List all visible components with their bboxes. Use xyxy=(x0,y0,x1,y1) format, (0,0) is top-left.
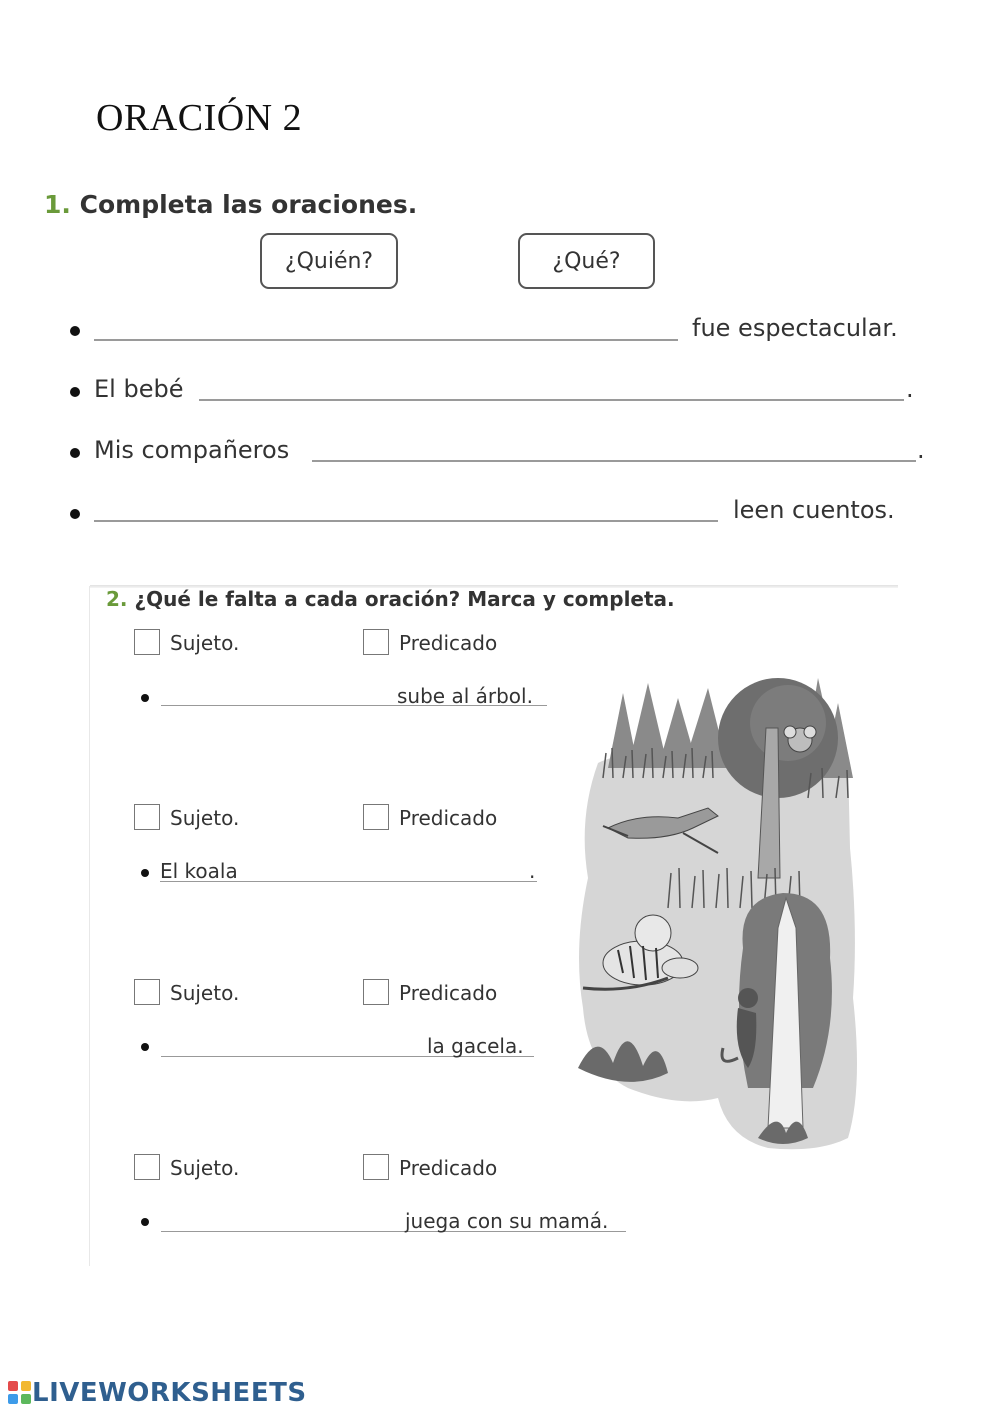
predicado-checkbox-3[interactable] xyxy=(363,979,389,1005)
sentence-2-start: El bebé xyxy=(94,375,184,403)
ex2-sentence-4-end: juega con su mamá. xyxy=(405,1209,609,1233)
sentence-3-start: Mis compañeros xyxy=(94,436,290,464)
predicado-checkbox-1[interactable] xyxy=(363,629,389,655)
exercise-2-instruction: ¿Qué le falta a cada oración? Marca y completa. xyxy=(134,587,675,611)
answer-line-3[interactable] xyxy=(312,460,916,462)
exercise-1-number: 1. xyxy=(44,190,71,219)
bullet xyxy=(141,1218,149,1226)
exercise-1-instruction: Completa las oraciones. xyxy=(79,190,418,219)
exercise-1-heading xyxy=(44,190,417,219)
sentence-3-end: . xyxy=(917,436,925,464)
ex2-sentence-2-start: El koala xyxy=(160,859,238,883)
ex2-sentence-2-end: . xyxy=(529,859,536,883)
sujeto-checkbox-3[interactable] xyxy=(134,979,160,1005)
predicado-checkbox-2[interactable] xyxy=(363,804,389,830)
bullet xyxy=(141,694,149,702)
bullet xyxy=(141,869,149,877)
liveworksheets-logo xyxy=(8,1378,307,1408)
answer-line-2[interactable] xyxy=(199,399,904,401)
sentence-2-end: . xyxy=(906,375,914,403)
sujeto-label: Sujeto. xyxy=(170,631,240,655)
ex2-sentence-3-end: la gacela. xyxy=(427,1034,524,1058)
sujeto-checkbox-2[interactable] xyxy=(134,804,160,830)
bullet xyxy=(70,448,80,458)
answer-line-ex2-2[interactable] xyxy=(160,881,537,882)
exercise-2-heading xyxy=(106,587,675,611)
sujeto-checkbox-1[interactable] xyxy=(134,629,160,655)
predicado-label: Predicado xyxy=(399,631,498,655)
sujeto-label: Sujeto. xyxy=(170,1156,240,1180)
page-title: ORACIÓN 2 xyxy=(96,97,303,139)
predicado-label: Predicado xyxy=(399,1156,498,1180)
sujeto-label: Sujeto. xyxy=(170,981,240,1005)
sentence-4-end: leen cuentos. xyxy=(733,496,895,524)
predicado-label: Predicado xyxy=(399,806,498,830)
logo-text: LIVEWORKSHEETS xyxy=(32,1378,307,1408)
exercise-2-frame-edge xyxy=(89,586,90,1266)
predicado-checkbox-4[interactable] xyxy=(363,1154,389,1180)
logo-grid-icon xyxy=(8,1381,32,1405)
que-box: ¿Qué? xyxy=(518,233,655,289)
bullet xyxy=(141,1043,149,1051)
sujeto-label: Sujeto. xyxy=(170,806,240,830)
sentence-1-end: fue espectacular. xyxy=(692,314,898,342)
bullet xyxy=(70,326,80,336)
jungle-illustration xyxy=(568,668,868,1158)
ex2-sentence-1-end: sube al árbol. xyxy=(397,684,533,708)
quien-box: ¿Quién? xyxy=(260,233,398,289)
answer-line-1[interactable] xyxy=(94,339,678,341)
bullet xyxy=(70,387,80,397)
predicado-label: Predicado xyxy=(399,981,498,1005)
answer-line-4[interactable] xyxy=(94,520,718,522)
bullet xyxy=(70,509,80,519)
sujeto-checkbox-4[interactable] xyxy=(134,1154,160,1180)
exercise-2-number: 2. xyxy=(106,587,128,611)
